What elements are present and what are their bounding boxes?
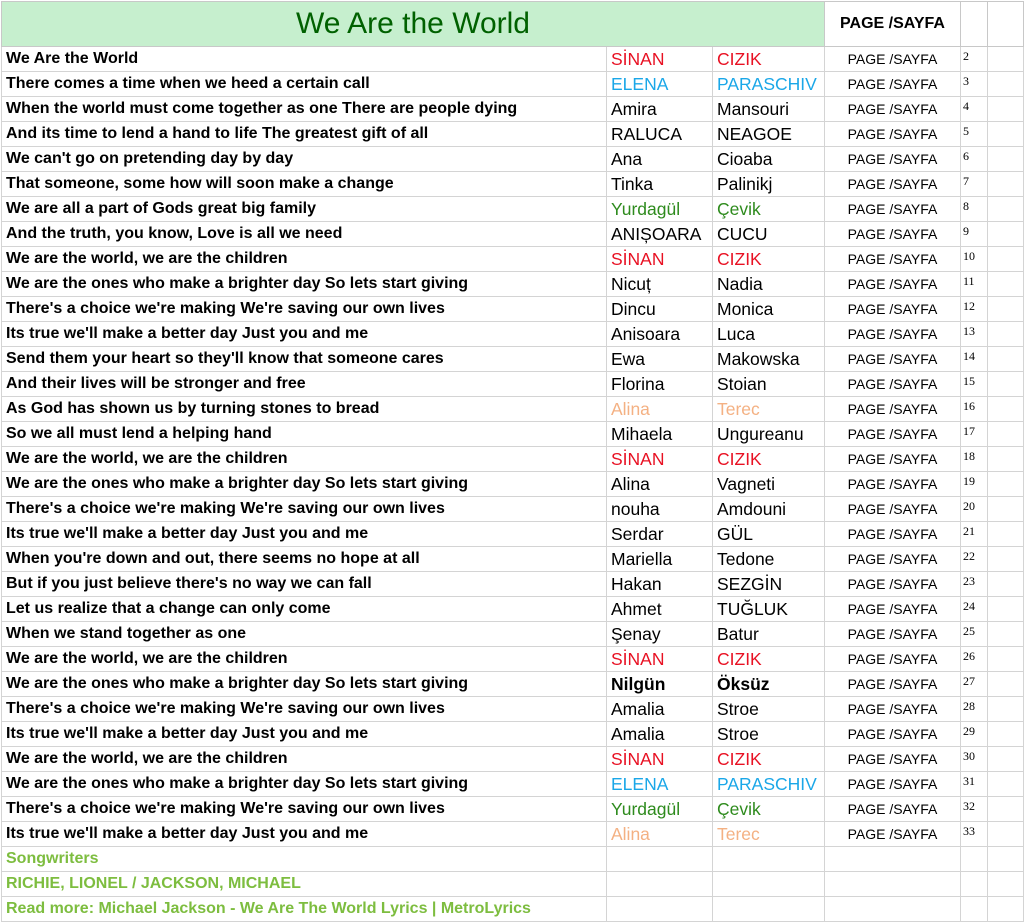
last-name-cell[interactable]: CUCU: [713, 222, 825, 247]
table-row: [2, 497, 1024, 522]
lyric-cell[interactable]: There's a choice we're making We're saving our own lives: [2, 497, 607, 522]
first-name-cell[interactable]: Nicuț: [607, 272, 713, 297]
lyric-cell[interactable]: There's a choice we're making We're saving our own lives: [2, 697, 607, 722]
lyric-cell[interactable]: Send them your heart so they'll know that someone cares: [2, 347, 607, 372]
footer-text-cell[interactable]: RICHIE, LIONEL / JACKSON, MICHAEL: [2, 872, 607, 897]
first-name-cell[interactable]: Ana: [607, 147, 713, 172]
page-number-cell[interactable]: 15: [961, 372, 988, 397]
last-name-cell[interactable]: Makowska: [713, 347, 825, 372]
lyric-cell[interactable]: But if you just believe there's no way we can fall: [2, 572, 607, 597]
page-number-cell[interactable]: 7: [961, 172, 988, 197]
page-cell[interactable]: PAGE /SAYFA: [825, 647, 961, 672]
last-name-cell[interactable]: Batur: [713, 622, 825, 647]
empty-cell[interactable]: [988, 772, 1024, 797]
first-name-cell[interactable]: Florina: [607, 372, 713, 397]
first-name-cell[interactable]: SİNAN: [607, 747, 713, 772]
last-name-cell[interactable]: CIZIK: [713, 47, 825, 72]
last-name-cell[interactable]: CIZIK: [713, 447, 825, 472]
lyric-cell[interactable]: We are the world, we are the children: [2, 747, 607, 772]
table-row: [2, 222, 1024, 247]
empty-cell[interactable]: [988, 372, 1024, 397]
empty-cell[interactable]: [988, 447, 1024, 472]
empty-cell[interactable]: [988, 322, 1024, 347]
empty-cell[interactable]: [825, 872, 961, 897]
page-number-cell[interactable]: 17: [961, 422, 988, 447]
first-name-cell[interactable]: Dincu: [607, 297, 713, 322]
empty-cell[interactable]: [988, 497, 1024, 522]
page-cell[interactable]: PAGE /SAYFA: [825, 597, 961, 622]
last-name-cell[interactable]: Öksüz: [713, 672, 825, 697]
last-name-cell[interactable]: Luca: [713, 322, 825, 347]
page-cell[interactable]: PAGE /SAYFA: [825, 522, 961, 547]
page-number-cell[interactable]: 30: [961, 747, 988, 772]
first-name-cell[interactable]: nouha: [607, 497, 713, 522]
empty-cell[interactable]: [988, 397, 1024, 422]
empty-cell[interactable]: [961, 897, 988, 922]
lyric-cell[interactable]: We are the ones who make a brighter day So lets start giving: [2, 772, 607, 797]
footer-text-cell[interactable]: Read more: Michael Jackson - We Are The World Lyrics | MetroLyrics: [2, 897, 607, 922]
last-name-cell[interactable]: Stoian: [713, 372, 825, 397]
lyric-cell[interactable]: We are the world, we are the children: [2, 247, 607, 272]
empty-cell[interactable]: [988, 522, 1024, 547]
lyric-cell[interactable]: Let us realize that a change can only come: [2, 597, 607, 622]
table-row: [2, 97, 1024, 122]
first-name-cell[interactable]: RALUCA: [607, 122, 713, 147]
page-number-cell[interactable]: 32: [961, 797, 988, 822]
last-name-cell[interactable]: Palinikj: [713, 172, 825, 197]
page-cell[interactable]: PAGE /SAYFA: [825, 147, 961, 172]
page-number-cell[interactable]: 10: [961, 247, 988, 272]
first-name-cell[interactable]: Alina: [607, 397, 713, 422]
empty-cell[interactable]: [988, 572, 1024, 597]
empty-cell[interactable]: [988, 847, 1024, 872]
first-name-cell[interactable]: SİNAN: [607, 447, 713, 472]
last-name-cell[interactable]: Monica: [713, 297, 825, 322]
page-cell[interactable]: PAGE /SAYFA: [825, 422, 961, 447]
page-cell[interactable]: PAGE /SAYFA: [825, 222, 961, 247]
lyric-cell[interactable]: We can't go on pretending day by day: [2, 147, 607, 172]
empty-cell[interactable]: [961, 872, 988, 897]
page-column-header[interactable]: PAGE /SAYFA: [825, 2, 961, 47]
last-name-cell[interactable]: PARASCHIV: [713, 772, 825, 797]
lyric-cell[interactable]: Its true we'll make a better day Just you and me: [2, 322, 607, 347]
page-number-cell[interactable]: 20: [961, 497, 988, 522]
table-row: [2, 772, 1024, 797]
page-cell[interactable]: PAGE /SAYFA: [825, 172, 961, 197]
page-cell[interactable]: PAGE /SAYFA: [825, 297, 961, 322]
lyric-cell[interactable]: Its true we'll make a better day Just you and me: [2, 722, 607, 747]
footer-row: [2, 897, 1024, 922]
page-cell[interactable]: PAGE /SAYFA: [825, 122, 961, 147]
first-name-cell[interactable]: Alina: [607, 822, 713, 847]
table-row: [2, 247, 1024, 272]
footer-text-cell[interactable]: Songwriters: [2, 847, 607, 872]
first-name-cell[interactable]: Serdar: [607, 522, 713, 547]
lyrics-table: [1, 1, 1024, 922]
empty-cell[interactable]: [988, 697, 1024, 722]
first-name-cell[interactable]: Şenay: [607, 622, 713, 647]
first-name-cell[interactable]: Mihaela: [607, 422, 713, 447]
first-name-cell[interactable]: Nilgün: [607, 672, 713, 697]
last-name-cell[interactable]: Terec: [713, 822, 825, 847]
first-name-cell[interactable]: SİNAN: [607, 47, 713, 72]
empty-cell[interactable]: [988, 247, 1024, 272]
table-row: [2, 422, 1024, 447]
table-row: [2, 672, 1024, 697]
empty-cell[interactable]: [988, 822, 1024, 847]
empty-cell[interactable]: [988, 547, 1024, 572]
first-name-cell[interactable]: ELENA: [607, 772, 713, 797]
page-number-cell[interactable]: 16: [961, 397, 988, 422]
table-row: [2, 147, 1024, 172]
last-name-cell[interactable]: TUĞLUK: [713, 597, 825, 622]
page-cell[interactable]: PAGE /SAYFA: [825, 447, 961, 472]
empty-cell[interactable]: [988, 197, 1024, 222]
page-cell[interactable]: PAGE /SAYFA: [825, 547, 961, 572]
lyric-cell[interactable]: We are the world, we are the children: [2, 447, 607, 472]
empty-cell[interactable]: [988, 347, 1024, 372]
footer-row: [2, 872, 1024, 897]
empty-cell[interactable]: [988, 122, 1024, 147]
empty-cell[interactable]: [988, 222, 1024, 247]
last-name-cell[interactable]: CIZIK: [713, 647, 825, 672]
empty-cell[interactable]: [988, 872, 1024, 897]
empty-cell[interactable]: [825, 847, 961, 872]
page-number-cell[interactable]: 19: [961, 472, 988, 497]
page-number-cell[interactable]: 5: [961, 122, 988, 147]
table-row: [2, 547, 1024, 572]
empty-cell[interactable]: [607, 872, 713, 897]
empty-cell[interactable]: [988, 47, 1024, 72]
page-number-cell[interactable]: 6: [961, 147, 988, 172]
page-number-cell[interactable]: 8: [961, 197, 988, 222]
page-number-cell[interactable]: 29: [961, 722, 988, 747]
page-cell[interactable]: PAGE /SAYFA: [825, 347, 961, 372]
page-number-cell[interactable]: 28: [961, 697, 988, 722]
empty-cell[interactable]: [713, 847, 825, 872]
first-name-cell[interactable]: Ewa: [607, 347, 713, 372]
last-name-cell[interactable]: Mansouri: [713, 97, 825, 122]
page-number-cell[interactable]: 26: [961, 647, 988, 672]
table-row: [2, 447, 1024, 472]
page-number-cell[interactable]: 22: [961, 547, 988, 572]
last-name-cell[interactable]: Cioaba: [713, 147, 825, 172]
lyric-cell[interactable]: We are the ones who make a brighter day So lets start giving: [2, 272, 607, 297]
empty-cell[interactable]: [988, 147, 1024, 172]
table-row: [2, 522, 1024, 547]
first-name-cell[interactable]: Anisoara: [607, 322, 713, 347]
table-row: [2, 622, 1024, 647]
last-name-cell[interactable]: SEZGİN: [713, 572, 825, 597]
lyric-cell[interactable]: We Are the World: [2, 47, 607, 72]
page-cell[interactable]: PAGE /SAYFA: [825, 747, 961, 772]
page-cell[interactable]: PAGE /SAYFA: [825, 472, 961, 497]
page-number-cell[interactable]: 33: [961, 822, 988, 847]
page-cell[interactable]: PAGE /SAYFA: [825, 797, 961, 822]
lyric-cell[interactable]: When you're down and out, there seems no hope at all: [2, 547, 607, 572]
lyric-cell[interactable]: So we all must lend a helping hand: [2, 422, 607, 447]
last-name-cell[interactable]: PARASCHIV: [713, 72, 825, 97]
first-name-cell[interactable]: Hakan: [607, 572, 713, 597]
table-row: [2, 697, 1024, 722]
table-row: [2, 272, 1024, 297]
first-name-cell[interactable]: SİNAN: [607, 247, 713, 272]
table-row: [2, 572, 1024, 597]
page-number-cell[interactable]: 21: [961, 522, 988, 547]
last-name-cell[interactable]: GÜL: [713, 522, 825, 547]
first-name-cell[interactable]: ELENA: [607, 72, 713, 97]
table-row: [2, 122, 1024, 147]
page-number-cell[interactable]: 23: [961, 572, 988, 597]
page-cell[interactable]: PAGE /SAYFA: [825, 697, 961, 722]
last-name-cell[interactable]: Terec: [713, 397, 825, 422]
empty-cell[interactable]: [988, 172, 1024, 197]
lyric-cell[interactable]: Its true we'll make a better day Just you and me: [2, 822, 607, 847]
lyric-cell[interactable]: There's a choice we're making We're saving our own lives: [2, 297, 607, 322]
empty-cell[interactable]: [988, 622, 1024, 647]
first-name-cell[interactable]: Tinka: [607, 172, 713, 197]
sheet-title[interactable]: We Are the World: [2, 2, 825, 47]
last-name-cell[interactable]: Çevik: [713, 197, 825, 222]
page-number-cell[interactable]: 31: [961, 772, 988, 797]
empty-cell[interactable]: [988, 2, 1024, 47]
table-row: [2, 747, 1024, 772]
table-row: [2, 397, 1024, 422]
empty-cell[interactable]: [988, 647, 1024, 672]
page-number-cell[interactable]: 12: [961, 297, 988, 322]
last-name-cell[interactable]: Tedone: [713, 547, 825, 572]
page-number-cell[interactable]: 13: [961, 322, 988, 347]
lyric-cell[interactable]: Its true we'll make a better day Just you and me: [2, 522, 607, 547]
page-number-cell[interactable]: 3: [961, 72, 988, 97]
table-row: [2, 722, 1024, 747]
empty-cell[interactable]: [988, 97, 1024, 122]
table-row: [2, 197, 1024, 222]
page-cell[interactable]: PAGE /SAYFA: [825, 247, 961, 272]
page-cell[interactable]: PAGE /SAYFA: [825, 672, 961, 697]
empty-cell[interactable]: [988, 422, 1024, 447]
first-name-cell[interactable]: Amalia: [607, 722, 713, 747]
empty-cell[interactable]: [988, 897, 1024, 922]
lyric-cell[interactable]: We are the ones who make a brighter day So lets start giving: [2, 472, 607, 497]
lyric-cell[interactable]: And their lives will be stronger and free: [2, 372, 607, 397]
page-number-cell[interactable]: 14: [961, 347, 988, 372]
empty-cell[interactable]: [961, 2, 988, 47]
empty-cell[interactable]: [713, 872, 825, 897]
last-name-cell[interactable]: CIZIK: [713, 747, 825, 772]
table-row: [2, 72, 1024, 97]
page-number-cell[interactable]: 4: [961, 97, 988, 122]
empty-cell[interactable]: [607, 847, 713, 872]
table-row: [2, 797, 1024, 822]
page-number-cell[interactable]: 24: [961, 597, 988, 622]
first-name-cell[interactable]: Yurdagül: [607, 797, 713, 822]
empty-cell[interactable]: [988, 272, 1024, 297]
first-name-cell[interactable]: Yurdagül: [607, 197, 713, 222]
page-cell[interactable]: PAGE /SAYFA: [825, 822, 961, 847]
table-row: [2, 822, 1024, 847]
last-name-cell[interactable]: Vagneti: [713, 472, 825, 497]
last-name-cell[interactable]: Çevik: [713, 797, 825, 822]
footer-row: [2, 847, 1024, 872]
last-name-cell[interactable]: Ungureanu: [713, 422, 825, 447]
lyric-cell[interactable]: When we stand together as one: [2, 622, 607, 647]
empty-cell[interactable]: [988, 72, 1024, 97]
page-cell[interactable]: PAGE /SAYFA: [825, 397, 961, 422]
lyric-cell[interactable]: And the truth, you know, Love is all we need: [2, 222, 607, 247]
page-cell[interactable]: PAGE /SAYFA: [825, 772, 961, 797]
table-row: [2, 597, 1024, 622]
lyric-cell[interactable]: And its time to lend a hand to life The greatest gift of all: [2, 122, 607, 147]
first-name-cell[interactable]: Mariella: [607, 547, 713, 572]
empty-cell[interactable]: [988, 797, 1024, 822]
table-row: [2, 647, 1024, 672]
lyric-cell[interactable]: We are the world, we are the children: [2, 647, 607, 672]
table-row: [2, 372, 1024, 397]
table-row: [2, 472, 1024, 497]
empty-cell[interactable]: [607, 897, 713, 922]
page-number-cell[interactable]: 2: [961, 47, 988, 72]
lyric-cell[interactable]: There comes a time when we heed a certain call: [2, 72, 607, 97]
page-cell[interactable]: PAGE /SAYFA: [825, 372, 961, 397]
header-row: [2, 2, 1024, 47]
last-name-cell[interactable]: Amdouni: [713, 497, 825, 522]
page-number-cell[interactable]: 9: [961, 222, 988, 247]
page-cell[interactable]: PAGE /SAYFA: [825, 497, 961, 522]
lyric-cell[interactable]: That someone, some how will soon make a change: [2, 172, 607, 197]
lyric-cell[interactable]: As God has shown us by turning stones to bread: [2, 397, 607, 422]
page-cell[interactable]: PAGE /SAYFA: [825, 722, 961, 747]
table-row: [2, 297, 1024, 322]
empty-cell[interactable]: [988, 297, 1024, 322]
page-cell[interactable]: PAGE /SAYFA: [825, 72, 961, 97]
empty-cell[interactable]: [988, 472, 1024, 497]
table-row: [2, 172, 1024, 197]
lyric-cell[interactable]: We are all a part of Gods great big family: [2, 197, 607, 222]
page-cell[interactable]: PAGE /SAYFA: [825, 272, 961, 297]
empty-cell[interactable]: [988, 672, 1024, 697]
lyric-cell[interactable]: When the world must come together as one There are people dying: [2, 97, 607, 122]
empty-cell[interactable]: [961, 847, 988, 872]
empty-cell[interactable]: [988, 747, 1024, 772]
lyric-cell[interactable]: We are the ones who make a brighter day So lets start giving: [2, 672, 607, 697]
page-cell[interactable]: PAGE /SAYFA: [825, 197, 961, 222]
page-cell[interactable]: PAGE /SAYFA: [825, 322, 961, 347]
page-cell[interactable]: PAGE /SAYFA: [825, 47, 961, 72]
page-number-cell[interactable]: 27: [961, 672, 988, 697]
page-number-cell[interactable]: 25: [961, 622, 988, 647]
table-row: [2, 322, 1024, 347]
first-name-cell[interactable]: SİNAN: [607, 647, 713, 672]
page-cell[interactable]: PAGE /SAYFA: [825, 97, 961, 122]
empty-cell[interactable]: [825, 897, 961, 922]
page-cell[interactable]: PAGE /SAYFA: [825, 572, 961, 597]
first-name-cell[interactable]: Ahmet: [607, 597, 713, 622]
page-cell[interactable]: PAGE /SAYFA: [825, 622, 961, 647]
empty-cell[interactable]: [713, 897, 825, 922]
empty-cell[interactable]: [988, 597, 1024, 622]
last-name-cell[interactable]: Nadia: [713, 272, 825, 297]
page-number-cell[interactable]: 11: [961, 272, 988, 297]
last-name-cell[interactable]: CIZIK: [713, 247, 825, 272]
first-name-cell[interactable]: Alina: [607, 472, 713, 497]
first-name-cell[interactable]: Amira: [607, 97, 713, 122]
page-number-cell[interactable]: 18: [961, 447, 988, 472]
last-name-cell[interactable]: Stroe: [713, 697, 825, 722]
empty-cell[interactable]: [988, 722, 1024, 747]
first-name-cell[interactable]: Amalia: [607, 697, 713, 722]
first-name-cell[interactable]: ANIȘOARA: [607, 222, 713, 247]
table-row: [2, 347, 1024, 372]
last-name-cell[interactable]: NEAGOE: [713, 122, 825, 147]
last-name-cell[interactable]: Stroe: [713, 722, 825, 747]
table-row: [2, 47, 1024, 72]
lyric-cell[interactable]: There's a choice we're making We're saving our own lives: [2, 797, 607, 822]
